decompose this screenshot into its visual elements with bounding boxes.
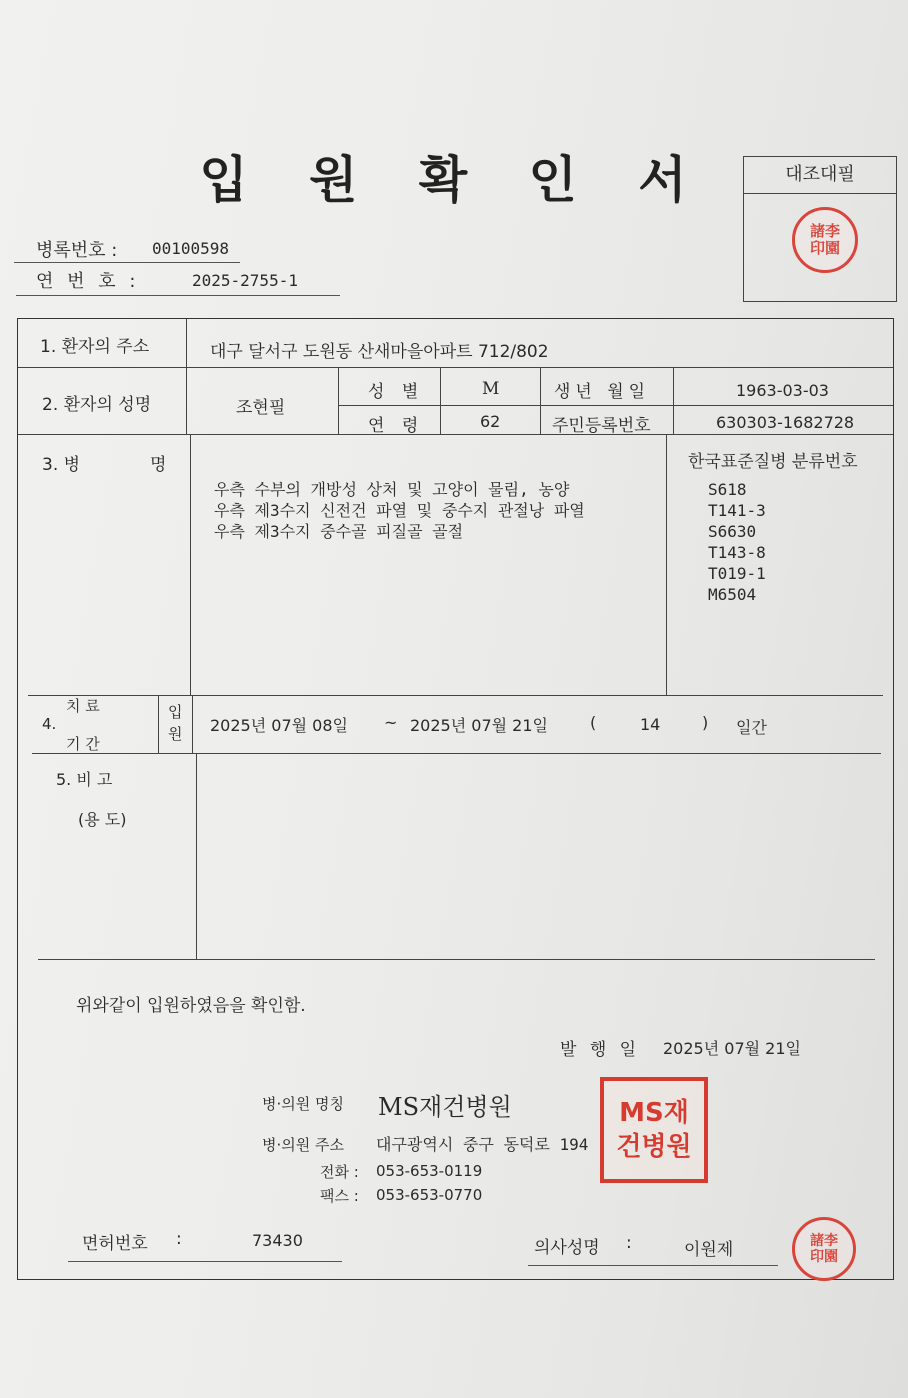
serial-number-value: 2025-2755-1 — [192, 271, 298, 290]
diagnosis-label-end: 명 — [150, 455, 167, 475]
license-colon: : — [176, 1229, 182, 1249]
row-divider — [38, 959, 875, 960]
sex-value: M — [482, 379, 500, 399]
col-divider — [186, 319, 187, 434]
diagnosis-line: 우측 제3수지 신전건 파열 및 중수지 관절낭 파열 — [214, 501, 585, 520]
col-divider — [192, 695, 193, 753]
diagnosis-label: 3. 병 — [42, 455, 81, 475]
disease-code: M6504 — [708, 585, 757, 604]
phone-number: 053-653-0119 — [376, 1162, 483, 1180]
disease-code: T141-3 — [708, 501, 766, 520]
treatment-period-label-b: 기 간 — [66, 735, 100, 753]
diagnosis-line: 우측 제3수지 중수골 피질골 골절 — [214, 522, 464, 541]
col-divider — [190, 434, 191, 695]
col-divider — [440, 367, 441, 434]
disease-code: S6630 — [708, 522, 757, 541]
license-number-label: 면허번호 — [82, 1234, 148, 1254]
admission-label: 입원 — [168, 703, 183, 743]
address-value: 대구 달서구 도원동 산새마을아파트 712/802 — [210, 342, 549, 362]
row-divider — [28, 695, 883, 696]
hospital-seal-text: MS재건병원 — [616, 1098, 692, 1162]
doctor-underline — [528, 1265, 778, 1266]
hospital-name: MS재건병원 — [378, 1093, 512, 1121]
purpose-label: (용 도) — [78, 810, 127, 829]
disease-code-header: 한국표준질병 분류번호 — [688, 452, 858, 472]
row-divider — [18, 434, 893, 435]
address-label: 1. 환자의 주소 — [40, 337, 150, 357]
hospital-address-label: 병·의원 주소 — [262, 1136, 344, 1154]
treatment-period-label-a: 치 료 — [66, 697, 100, 715]
remarks-label: 5. 비 고 — [56, 770, 113, 789]
fax-label: 팩스 : — [320, 1187, 359, 1205]
doctor-name: 이원제 — [684, 1240, 734, 1260]
admission-days: 14 — [640, 715, 661, 734]
record-underline — [14, 262, 240, 263]
treatment-period-number: 4. — [42, 715, 57, 733]
issue-date: 2025년 07월 21일 — [663, 1039, 801, 1058]
disease-code: T019-1 — [708, 564, 766, 583]
birth-label: 생년 월일 — [554, 382, 651, 402]
document-title: 입 원 확 인 서 — [199, 150, 709, 209]
diagnosis-line: 우측 수부의 개방성 상처 및 고양이 물림, 농양 — [214, 480, 570, 499]
phone-label: 전화 : — [320, 1163, 359, 1181]
doctor-seal-text: 諸李 印園 — [810, 1233, 838, 1265]
doctor-name-label: 의사성명 — [534, 1238, 600, 1258]
rrn-label: 주민등록번호 — [552, 416, 651, 436]
certificate-table — [17, 318, 894, 1280]
col-divider — [196, 753, 197, 959]
sex-label: 성 별 — [368, 382, 425, 402]
serial-number-label: 연 번 호 : — [36, 271, 140, 292]
record-number-value: 00100598 — [152, 239, 230, 258]
days-close-paren: ) — [702, 713, 709, 732]
license-underline — [68, 1261, 342, 1262]
issue-date-label: 발 행 일 — [560, 1040, 641, 1060]
patient-name-label: 2. 환자의 성명 — [42, 395, 152, 415]
row-divider — [32, 753, 881, 754]
days-open-paren: ( — [590, 713, 597, 732]
personal-seal — [792, 207, 858, 273]
disease-code: S618 — [708, 480, 747, 499]
disease-code: T143-8 — [708, 543, 766, 562]
col-divider — [158, 695, 159, 753]
serial-underline — [16, 295, 340, 296]
fax-number: 053-653-0770 — [376, 1186, 483, 1204]
age-label: 연 령 — [368, 416, 425, 436]
seal-compare-label: 대조대필 — [744, 157, 896, 194]
days-unit: 일간 — [736, 718, 767, 737]
record-number-label: 병록번호 : — [36, 240, 118, 261]
date-range-tilde: ~ — [384, 713, 398, 732]
row-divider — [338, 405, 893, 406]
col-divider — [540, 367, 541, 434]
patient-name: 조현필 — [236, 398, 286, 418]
seal-compare-box — [743, 156, 897, 302]
age-value: 62 — [480, 412, 501, 431]
confirmation-statement: 위와같이 입원하였음을 확인함. — [76, 996, 306, 1016]
admission-end-date: 2025년 07월 21일 — [410, 716, 548, 735]
doctor-colon: : — [626, 1233, 632, 1253]
doctor-seal — [792, 1217, 856, 1281]
birth-value: 1963-03-03 — [736, 381, 829, 400]
license-number: 73430 — [252, 1231, 303, 1250]
hospital-name-label: 병·의원 명칭 — [262, 1095, 344, 1113]
row-divider — [18, 367, 893, 368]
col-divider — [673, 367, 674, 434]
col-divider — [666, 434, 667, 695]
personal-seal-text: 諸李 印園 — [809, 222, 840, 257]
hospital-seal — [600, 1077, 708, 1183]
col-divider — [338, 367, 339, 434]
admission-start-date: 2025년 07월 08일 — [210, 716, 348, 735]
hospital-address: 대구광역시 중구 동덕로 194 — [376, 1135, 589, 1154]
rrn-value: 630303-1682728 — [716, 413, 855, 432]
